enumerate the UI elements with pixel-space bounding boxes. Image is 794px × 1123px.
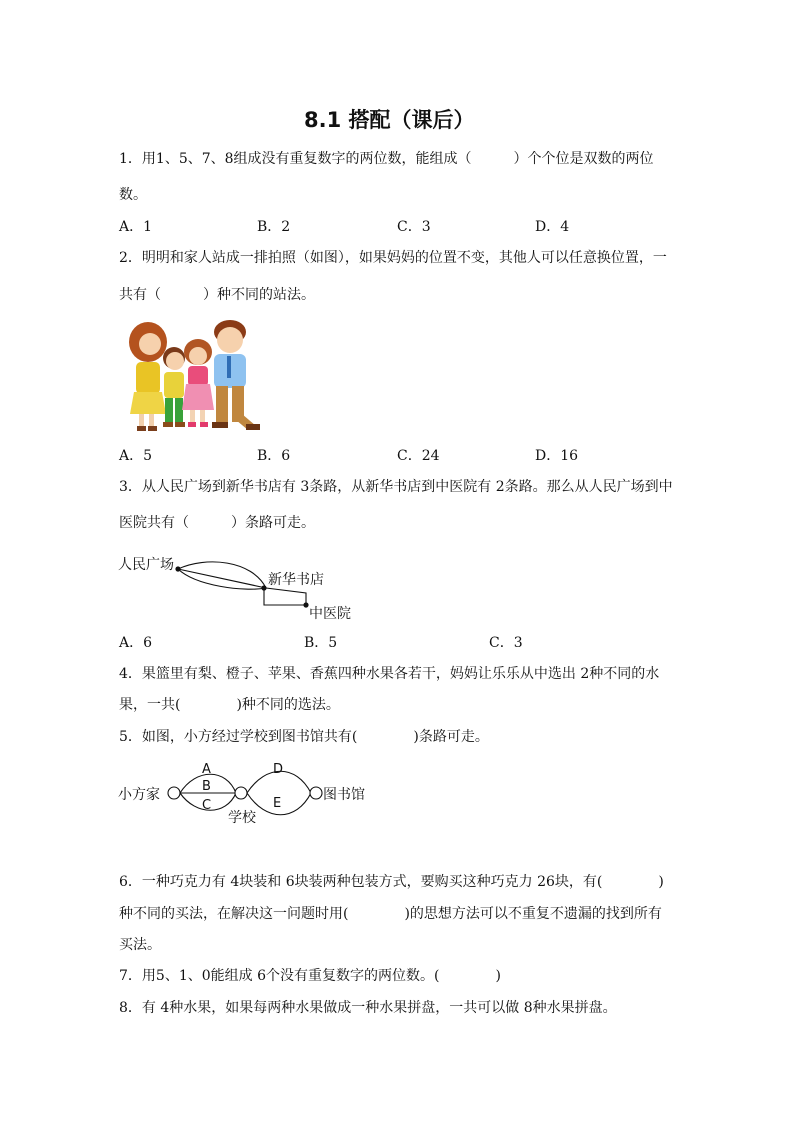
question-3-option-c: C．3 bbox=[489, 635, 523, 651]
question-3-line-1: 3．从人民广场到新华书店有 3条路，从新华书店到中医院有 2条路。那么从人民广场到中 bbox=[119, 479, 673, 495]
label-renmin-square: 人民广场 bbox=[118, 557, 174, 573]
label-school: 学校 bbox=[228, 810, 256, 826]
route-diagram-q3 bbox=[116, 548, 366, 628]
family-photo-illustration bbox=[124, 318, 264, 434]
route-label-e: E bbox=[273, 796, 282, 811]
mom-figure bbox=[129, 322, 167, 431]
question-6-line-1: 6．一种巧克力有 4块装和 6块装两种包装方式，要购买这种巧克力 26块，有( ) bbox=[119, 874, 664, 890]
route-diagram-q5 bbox=[116, 756, 386, 832]
question-4-line-2: 果，一共( )种不同的选法。 bbox=[119, 697, 340, 713]
question-2-option-b: B．6 bbox=[257, 448, 291, 464]
question-3-line-2: 医院共有（ ）条路可走。 bbox=[119, 515, 315, 531]
boy-figure bbox=[163, 347, 185, 427]
question-2-line-2: 共有（ ）种不同的站法。 bbox=[119, 287, 315, 303]
question-6-line-3: 买法。 bbox=[119, 937, 161, 953]
label-library: 图书馆 bbox=[323, 787, 365, 803]
label-xiaofang-home: 小方家 bbox=[118, 787, 160, 803]
question-1-option-c: C．3 bbox=[397, 219, 431, 235]
question-3-option-b: B．5 bbox=[304, 635, 338, 651]
route-label-d: D bbox=[273, 762, 284, 777]
question-2-option-a: A．5 bbox=[119, 448, 153, 464]
question-1-option-b: B．2 bbox=[257, 219, 291, 235]
question-8-line-1: 8．有 4种水果，如果每两种水果做成一种水果拼盘，一共可以做 8种水果拼盘。 bbox=[119, 1000, 617, 1016]
question-2-option-c: C．24 bbox=[397, 448, 440, 464]
question-6-line-2: 种不同的买法，在解决这一问题时用( )的思想方法可以不重复不遗漏的找到所有 bbox=[119, 906, 662, 922]
route-label-c: C bbox=[202, 798, 212, 813]
question-1-line-2: 数。 bbox=[119, 187, 147, 203]
route-label-a: A bbox=[202, 762, 211, 777]
question-4-line-1: 4．果篮里有梨、橙子、苹果、香蕉四种水果各若干，妈妈让乐乐从中选出 2种不同的水 bbox=[119, 666, 660, 682]
page-title: 8.1 搭配（课后） bbox=[304, 108, 475, 132]
label-xinhua-bookstore: 新华书店 bbox=[268, 572, 324, 588]
girl-figure bbox=[182, 339, 214, 427]
question-2-option-d: D．16 bbox=[535, 448, 579, 464]
question-3-option-a: A．6 bbox=[119, 635, 153, 651]
question-1-option-d: D．4 bbox=[535, 219, 570, 235]
question-1-option-a: A．1 bbox=[119, 219, 153, 235]
question-7-line-1: 7．用5、1、0能组成 6个没有重复数字的两位数。( ) bbox=[119, 968, 501, 984]
question-5-line-1: 5．如图，小方经过学校到图书馆共有( )条路可走。 bbox=[119, 729, 489, 745]
label-chinese-hospital: 中医院 bbox=[309, 606, 351, 622]
question-2-line-1: 2．明明和家人站成一排拍照（如图），如果妈妈的位置不变，其他人可以任意换位置，一 bbox=[119, 250, 667, 266]
dad-figure bbox=[212, 320, 260, 430]
question-1-line-1: 1．用1、5、7、8组成没有重复数字的两位数，能组成（ ）个个位是双数的两位 bbox=[119, 151, 654, 167]
route-label-b: B bbox=[202, 779, 211, 794]
